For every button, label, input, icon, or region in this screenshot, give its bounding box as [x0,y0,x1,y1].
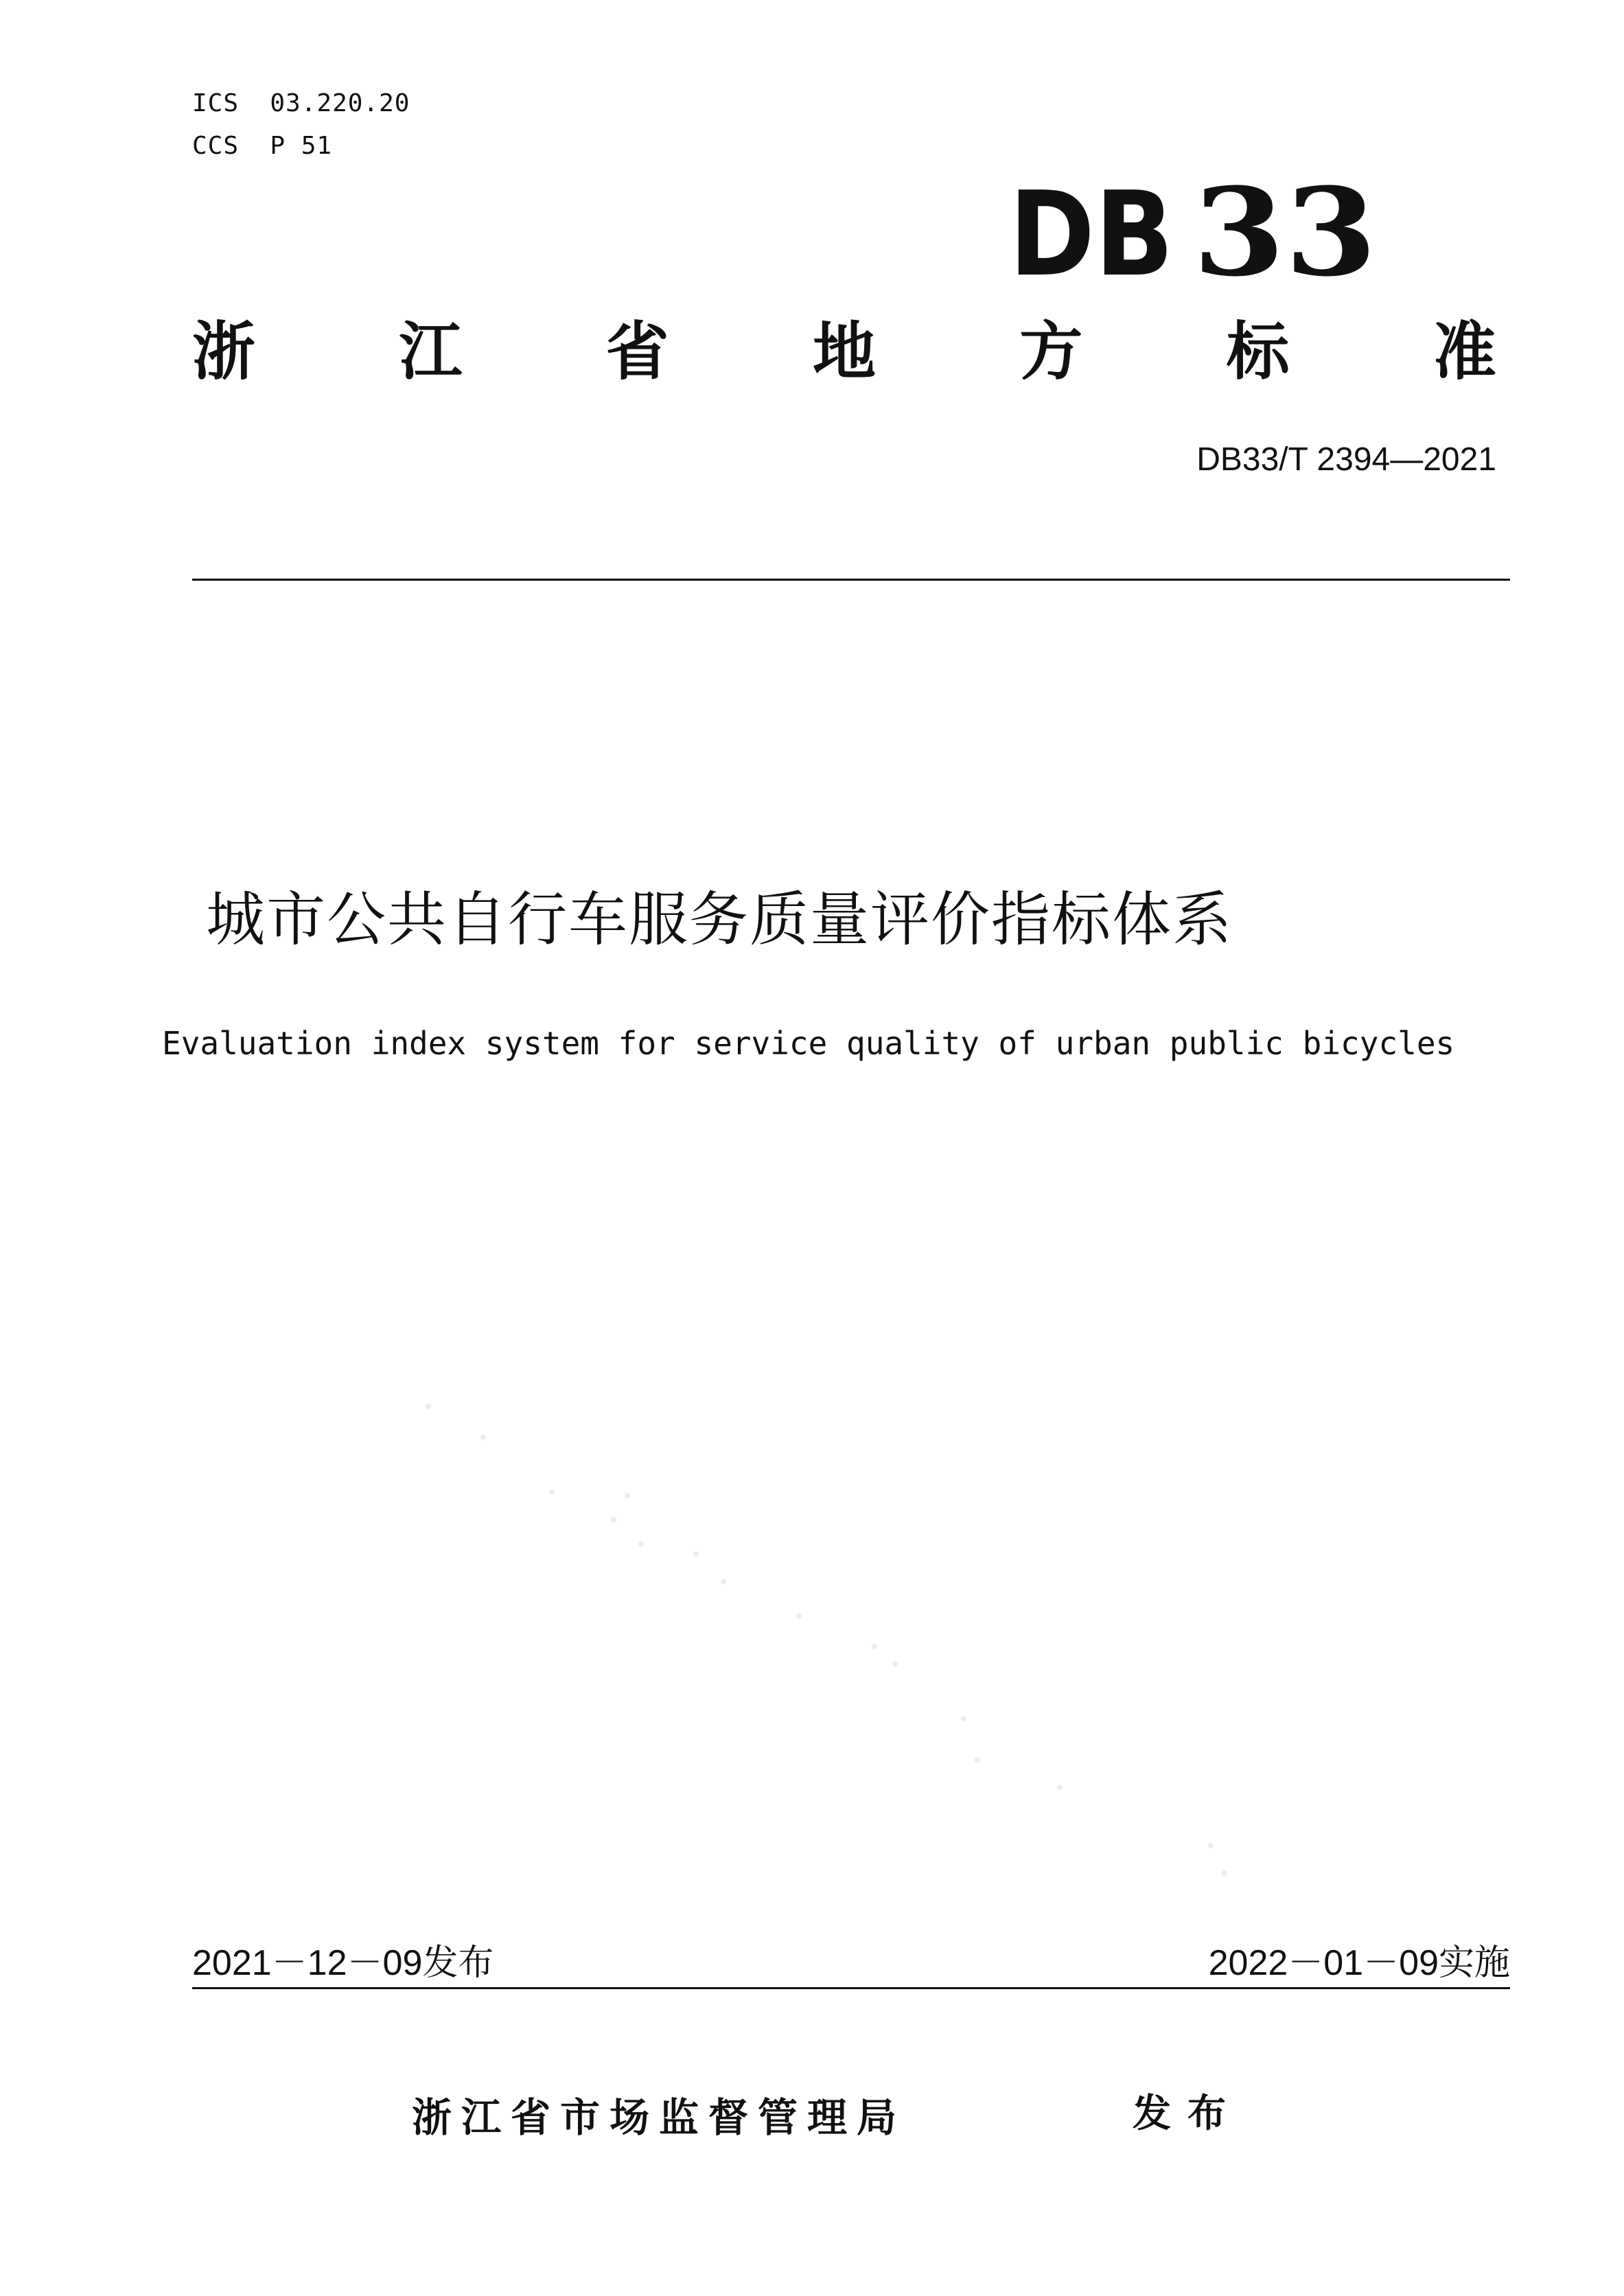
standard-type-char: 浙 [192,315,256,389]
watermark-speck [611,1517,616,1522]
ics-code: ICS 03.220.20 [192,89,410,117]
standard-type-char: 江 [399,315,463,389]
document-title-english: Evaluation index system for service quality of urban public bicycles [162,1025,1455,1062]
watermark-speck [625,1493,630,1498]
watermark-speck [1057,1785,1063,1790]
implementation-date: 2022－01－09实施 [1208,1943,1510,1983]
watermark-speck [961,1716,966,1721]
watermark-speck [549,1489,555,1495]
ccs-code: CCS P 51 [192,132,333,160]
watermark-speck [975,1757,980,1763]
standard-type-char: 省 [605,315,669,389]
watermark-speck [721,1579,726,1584]
watermark-speck [1222,1870,1227,1876]
standard-type-char: 标 [1226,315,1290,389]
issuing-authority: 浙江省市场监督管理局 [412,2094,907,2141]
watermark-speck [872,1644,877,1649]
issue-label: 发布 [1133,2091,1242,2136]
logo-db-glyphs: DB [1009,180,1174,290]
standard-type-char: 地 [812,315,876,389]
watermark-speck [693,1551,699,1557]
standard-type-char: 方 [1019,315,1083,389]
watermark-speck [1208,1843,1214,1848]
document-title-chinese: 城市公共自行车服务质量评价指标体系 [206,885,1233,954]
standard-type-char: 准 [1432,315,1496,389]
watermark-speck [638,1541,644,1546]
publish-date: 2021－12－09发布 [192,1943,494,1983]
watermark-speck [426,1404,431,1409]
standard-number: DB33/T 2394—2021 [1196,441,1496,478]
watermark-speck [480,1435,486,1440]
watermark-speck [892,1661,898,1667]
logo-33-glyphs: 33 [1193,180,1377,290]
date-divider [192,1987,1510,1989]
watermark-speck [796,1613,802,1619]
